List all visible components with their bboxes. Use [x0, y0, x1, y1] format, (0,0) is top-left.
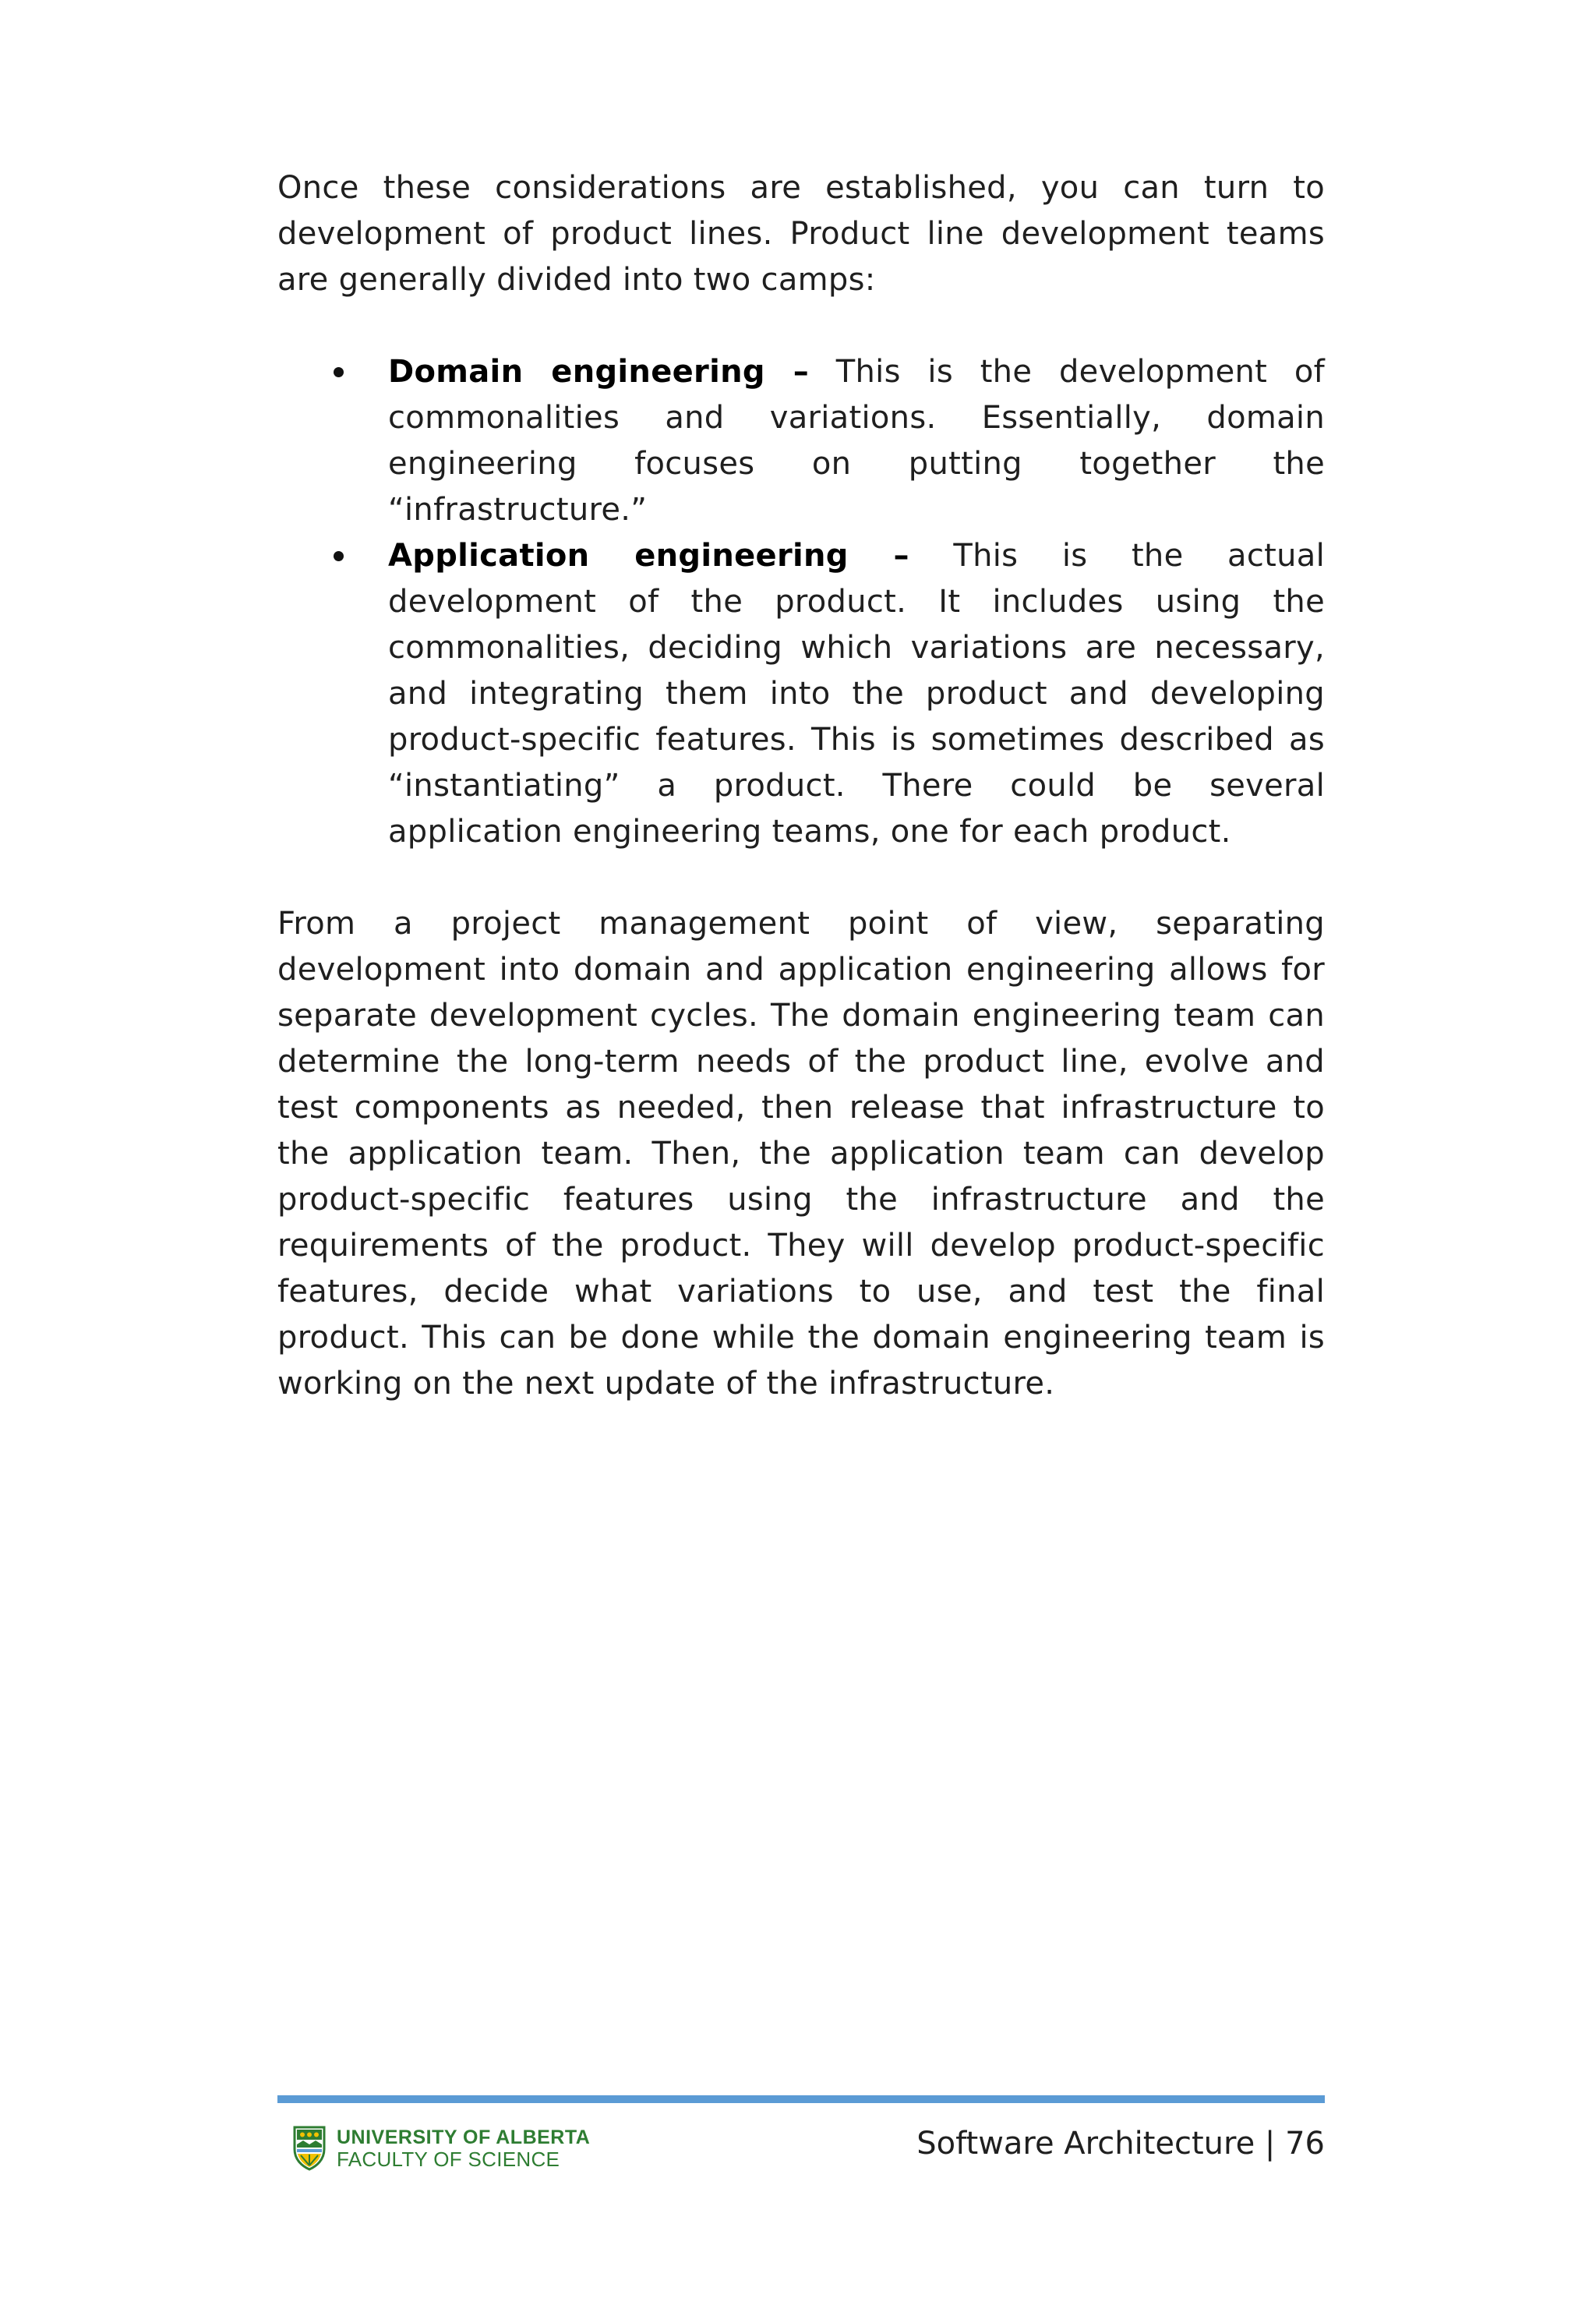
crest-icon: [293, 2126, 326, 2171]
bullet-text: This is the actual development of the product. It includes using the commonalities, deciding which variations are necessary, and integrating them into the product and developing product-specific features. This is sometimes described as “instantiating” a product. There could be several application engineering teams, one for each product.: [388, 538, 1326, 850]
page-content: [277, 165, 1325, 1407]
logo-faculty-name: FACULTY OF SCIENCE: [337, 2148, 560, 2171]
footer-divider: [277, 2095, 1325, 2103]
university-logo: [293, 2123, 590, 2173]
bullet-icon: [334, 551, 344, 561]
bullet-term: Domain engineering –: [388, 354, 810, 390]
list-item: [388, 533, 1325, 855]
intro-paragraph: Once these considerations are established, you can turn to development of product lines. Product line development teams are generally divided into two camps:: [277, 170, 1325, 298]
list-item: [388, 349, 1325, 533]
bullet-text: This is the development of commonalities and variations. Essentially, domain engineering focuses on putting together the “infrastructure.”: [388, 354, 1326, 528]
bullet-icon: [334, 367, 344, 377]
footer-page-label: Software Architecture | 76: [916, 2126, 1325, 2162]
camps-list: [277, 349, 1325, 855]
logo-university-name: UNIVERSITY OF ALBERTA: [337, 2126, 591, 2148]
conclusion-paragraph: From a project management point of view, separating development into domain and application engineering allows for separate development cycles. The domain engineering team can determine the long-term needs of the product line, evolve and test components as needed, then release that infrastructure to the application team. Then, the application team can develop product-specific features using the infrastructure and the requirements of the product. They will develop product-specific features, decide what variations to use, and test the final product. This can be done while the domain engineering team is working on the next update of the infrastructure.: [277, 906, 1325, 1402]
bullet-term: Application engineering –: [388, 538, 909, 574]
